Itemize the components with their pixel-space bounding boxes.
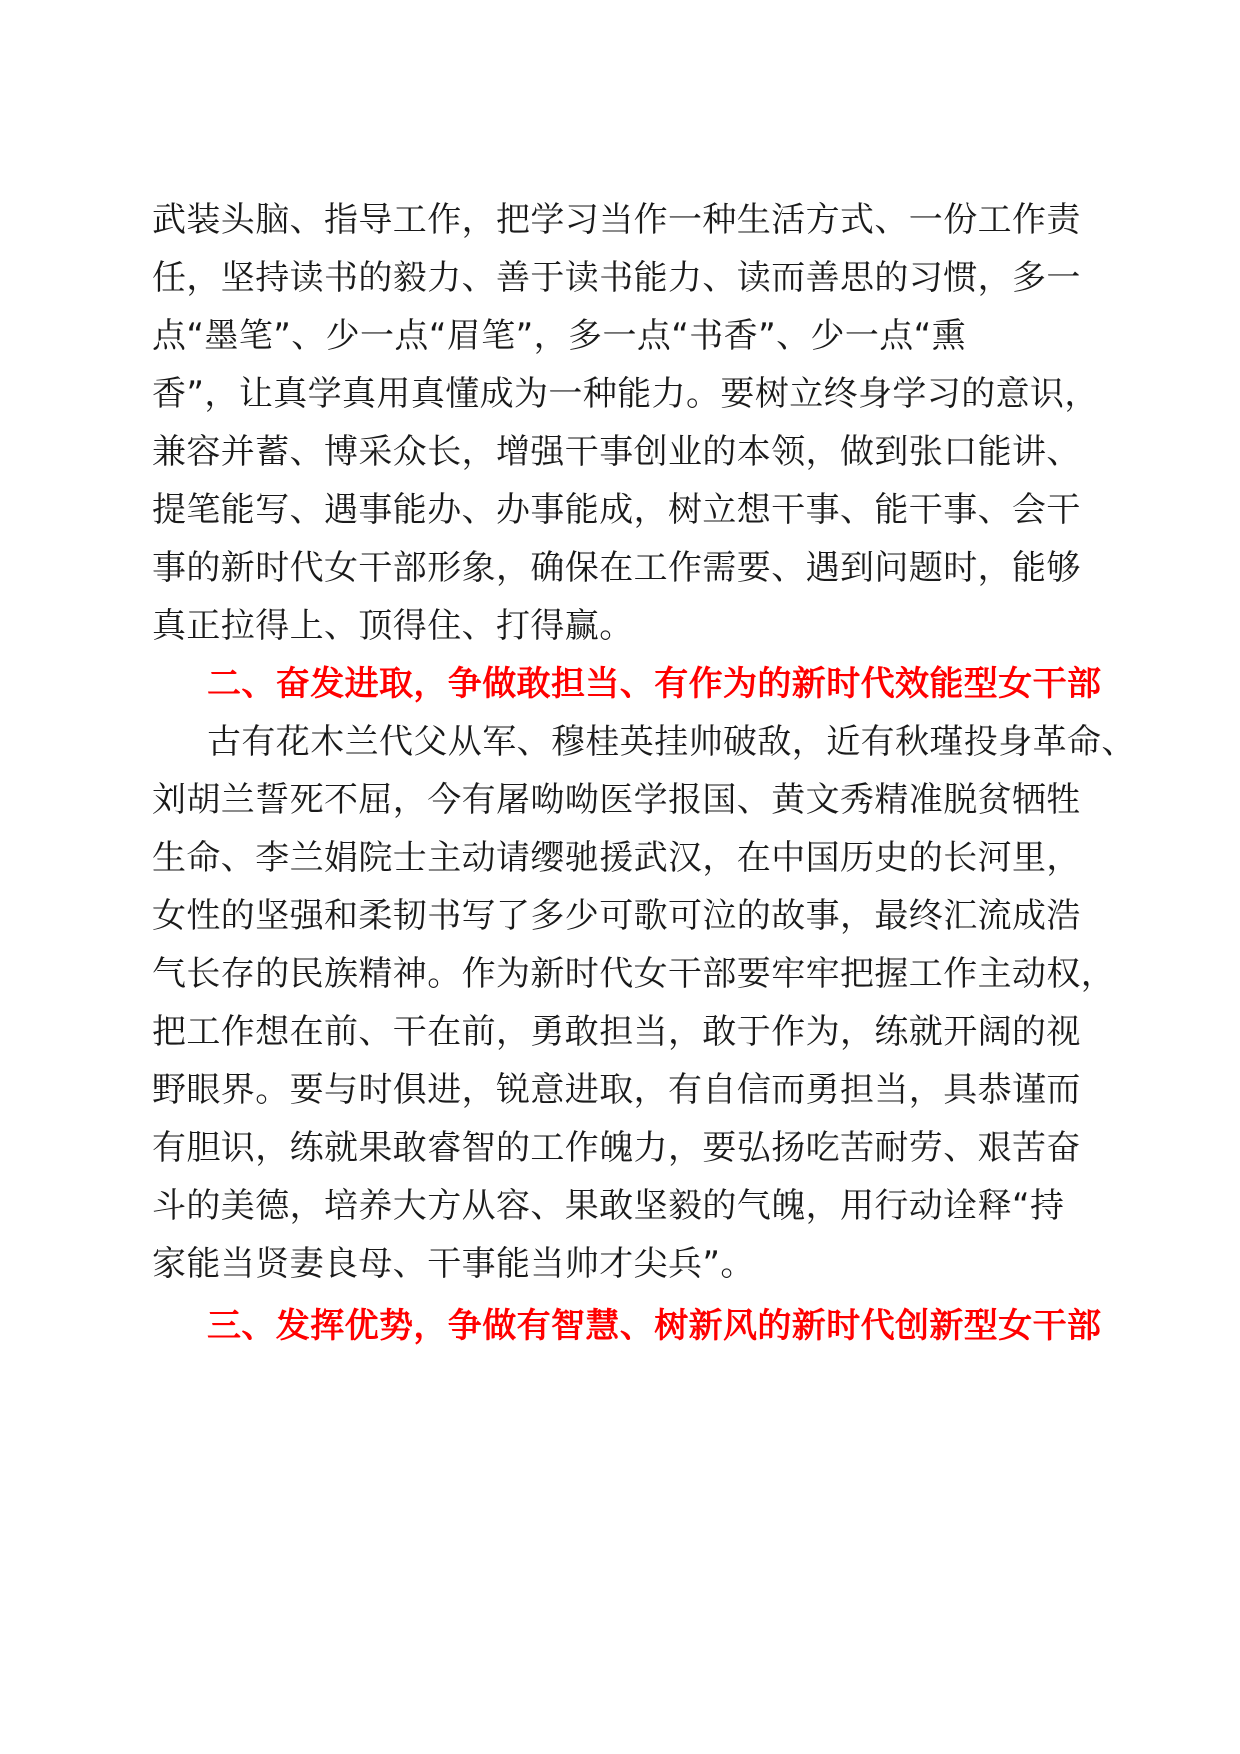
paragraph-line: 真正拉得上、顶得住、打得赢。 [152,606,634,646]
paragraph-line: 任，坚持读书的毅力、善于读书能力、读而善思的习惯，多一 [152,258,1081,298]
section-heading-2: 二、奋发进取，争做敢担当、有作为的新时代效能型女干部 [207,664,1102,704]
paragraph-line: 女性的坚强和柔韧书写了多少可歌可泣的故事，最终汇流成浩 [152,896,1081,936]
paragraph-line: 家能当贤妻良母、干事能当帅才尖兵”。 [152,1244,755,1284]
paragraph-line: 兼容并蓄、博采众长，增强干事创业的本领，做到张口能讲、 [152,432,1081,472]
paragraph-line: 斗的美德，培养大方从容、果敢坚毅的气魄，用行动诠释“持 [152,1186,1065,1226]
paragraph-line: 野眼界。要与时俱进，锐意进取，有自信而勇担当，具恭谨而 [152,1070,1081,1110]
paragraph-line: 武装头脑、指导工作，把学习当作一种生活方式、一份工作责 [152,200,1081,240]
paragraph-line: 古有花木兰代父从军、穆桂英挂帅破敌，近有秋瑾投身革命、 [207,722,1136,762]
paragraph-line: 生命、李兰娟院士主动请缨驰援武汉，在中国历史的长河里， [152,838,1081,878]
paragraph-line: 把工作想在前、干在前，勇敢担当，敢于作为，练就开阔的视 [152,1012,1081,1052]
paragraph-line: 香”，让真学真用真懂成为一种能力。要树立终身学习的意识， [152,374,1099,414]
paragraph-line: 气长存的民族精神。作为新时代女干部要牢牢把握工作主动权， [152,954,1116,994]
paragraph-line: 点“墨笔”、少一点“眉笔”，多一点“书香”、少一点“熏 [152,316,967,356]
paragraph-line: 事的新时代女干部形象，确保在工作需要、遇到问题时，能够 [152,548,1081,588]
paragraph-line: 提笔能写、遇事能办、办事能成，树立想干事、能干事、会干 [152,490,1081,530]
paragraph-line: 刘胡兰誓死不屈，今有屠呦呦医学报国、黄文秀精准脱贫牺牲 [152,780,1081,820]
section-heading-3: 三、发挥优势，争做有智慧、树新风的新时代创新型女干部 [207,1306,1102,1346]
paragraph-line: 有胆识，练就果敢睿智的工作魄力，要弘扬吃苦耐劳、艰苦奋 [152,1128,1081,1168]
